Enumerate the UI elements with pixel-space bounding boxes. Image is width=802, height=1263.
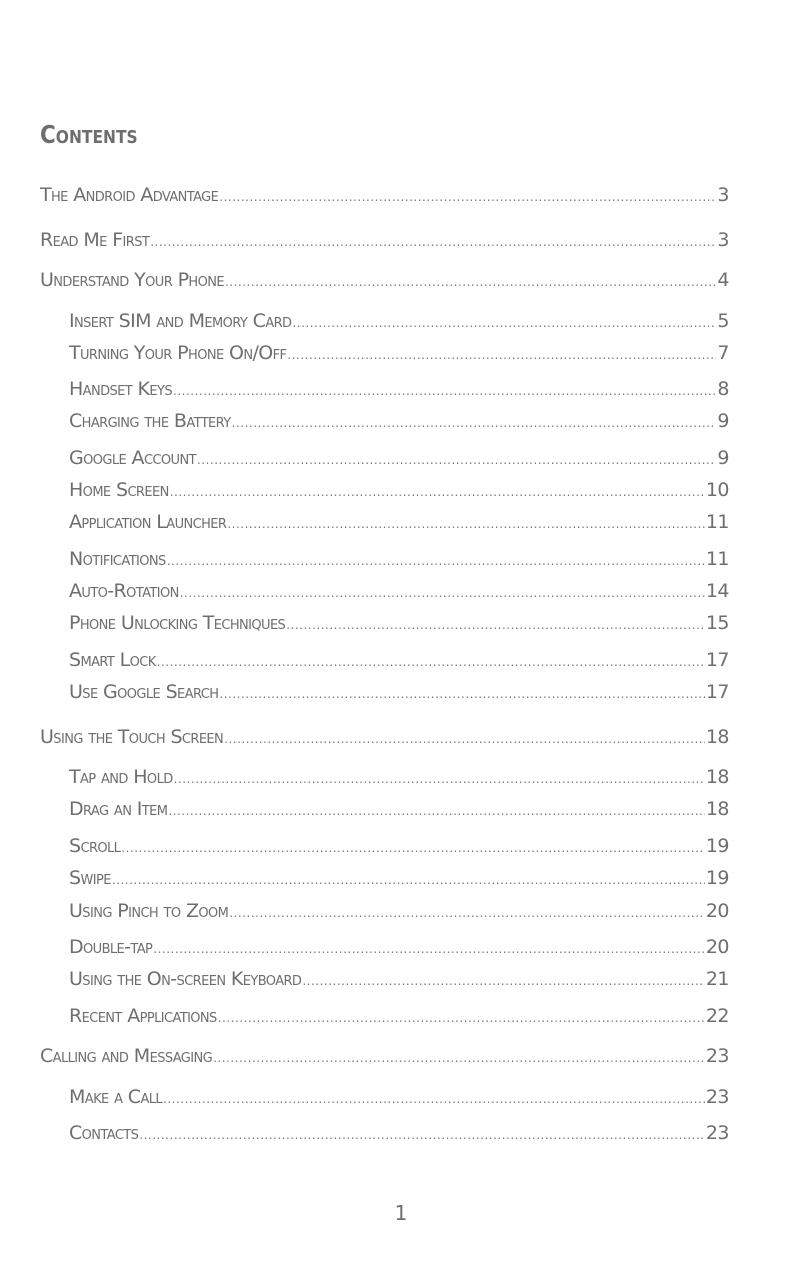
toc-entry-google-account[interactable] xyxy=(69,445,729,471)
toc-entry-label: Smart Lock xyxy=(69,649,156,671)
toc-entry-touch-screen[interactable] xyxy=(40,724,729,750)
toc-entry-page: 7 xyxy=(717,342,729,364)
toc-entry-recent-applications[interactable] xyxy=(69,1003,729,1029)
toc-entry-label: Notifications xyxy=(69,548,166,570)
toc-dot-leader xyxy=(197,447,716,473)
toc-entry-notifications[interactable] xyxy=(69,546,729,572)
page-number: 1 xyxy=(394,1201,408,1225)
toc-entry-label: Using the Touch Screen xyxy=(40,726,224,748)
toc-entry-android-advantage[interactable] xyxy=(40,182,729,208)
toc-entry-label: Contacts xyxy=(69,1122,139,1144)
toc-dot-leader xyxy=(121,835,705,861)
toc-entry-page: 20 xyxy=(705,900,729,922)
toc-entry-label: Scroll xyxy=(69,835,121,857)
toc-entry-tap-and-hold[interactable] xyxy=(69,764,729,790)
toc-entry-page: 20 xyxy=(705,936,729,958)
toc-dot-leader xyxy=(157,649,705,675)
toc-dot-leader xyxy=(225,269,716,295)
toc-entry-label: Insert SIM and Memory Card xyxy=(69,310,292,332)
toc-entry-understand-your-phone[interactable] xyxy=(40,267,729,293)
toc-entry-label: Recent Applications xyxy=(69,1005,217,1027)
toc-entry-label: Calling and Messaging xyxy=(40,1045,213,1067)
toc-entry-application-launcher[interactable] xyxy=(69,509,729,535)
toc-dot-leader xyxy=(213,1045,705,1071)
toc-entry-page: 21 xyxy=(705,968,729,990)
toc-entry-page: 3 xyxy=(717,184,729,206)
toc-dot-leader xyxy=(227,511,705,537)
toc-entry-turning-phone-on-off[interactable] xyxy=(69,340,729,366)
toc-entry-page: 10 xyxy=(705,479,729,501)
page-title: Contents xyxy=(40,120,138,149)
toc-entry-label: Using Pinch to Zoom xyxy=(69,900,229,922)
toc-dot-leader xyxy=(173,378,716,404)
toc-entry-onscreen-keyboard[interactable] xyxy=(69,966,729,992)
toc-entry-page: 5 xyxy=(717,310,729,332)
toc-entry-label: Read Me First xyxy=(40,229,150,251)
toc-entry-label: Charging the Battery xyxy=(69,410,231,432)
toc-entry-label: Application Launcher xyxy=(69,511,227,533)
toc-entry-page: 18 xyxy=(705,726,729,748)
toc-entry-insert-sim[interactable] xyxy=(69,308,729,334)
toc-dot-leader xyxy=(170,479,705,505)
toc-entry-page: 19 xyxy=(705,835,729,857)
toc-entry-page: 17 xyxy=(705,649,729,671)
toc-entry-page: 23 xyxy=(705,1122,729,1144)
toc-entry-home-screen[interactable] xyxy=(69,477,729,503)
toc-dot-leader xyxy=(302,968,704,994)
toc-dot-leader xyxy=(112,867,705,893)
toc-entry-smart-lock[interactable] xyxy=(69,647,729,673)
toc-entry-page: 9 xyxy=(717,447,729,469)
toc-entry-page: 18 xyxy=(705,766,729,788)
toc-dot-leader xyxy=(167,548,705,574)
toc-entry-page: 11 xyxy=(705,548,729,570)
toc-entry-pinch-to-zoom[interactable] xyxy=(69,898,729,924)
toc-entry-label: Auto-Rotation xyxy=(69,580,179,602)
toc-entry-label: Double-tap xyxy=(69,936,153,958)
toc-dot-leader xyxy=(139,1122,705,1148)
toc-entry-page: 11 xyxy=(705,511,729,533)
toc-dot-leader xyxy=(150,229,716,255)
toc-entry-label: The Android Advantage xyxy=(40,184,219,206)
toc-entry-label: Tap and Hold xyxy=(69,766,173,788)
toc-entry-drag-an-item[interactable] xyxy=(69,796,729,822)
toc-dot-leader xyxy=(163,1086,705,1112)
toc-entry-contacts[interactable] xyxy=(69,1120,729,1146)
toc-entry-page: 3 xyxy=(717,229,729,251)
toc-dot-leader xyxy=(218,1005,705,1031)
toc-entry-page: 9 xyxy=(717,410,729,432)
toc-entry-label: Drag an Item xyxy=(69,798,168,820)
toc-entry-page: 19 xyxy=(705,867,729,889)
toc-entry-page: 15 xyxy=(705,612,729,634)
toc-dot-leader xyxy=(153,936,705,962)
toc-dot-leader xyxy=(224,726,705,752)
toc-dot-leader xyxy=(168,798,704,824)
toc-dot-leader xyxy=(232,410,717,436)
toc-dot-leader xyxy=(219,184,716,210)
toc-entry-calling-messaging[interactable] xyxy=(40,1043,729,1069)
toc-dot-leader xyxy=(219,681,704,707)
toc-entry-page: 17 xyxy=(705,681,729,703)
toc-entry-label: Use Google Search xyxy=(69,681,219,703)
toc-entry-page: 4 xyxy=(717,269,729,291)
toc-entry-label: Using the On-screen Keyboard xyxy=(69,968,302,990)
toc-entry-label: Google Account xyxy=(69,447,196,469)
toc-entry-page: 23 xyxy=(705,1045,729,1067)
toc-entry-label: Swipe xyxy=(69,867,111,889)
toc-entry-label: Handset Keys xyxy=(69,378,173,400)
toc-entry-page: 18 xyxy=(705,798,729,820)
toc-entry-handset-keys[interactable] xyxy=(69,376,729,402)
toc-entry-google-search[interactable] xyxy=(69,679,729,705)
toc-entry-label: Turning Your Phone On/Off xyxy=(69,342,287,364)
toc-entry-page: 22 xyxy=(705,1005,729,1027)
toc-entry-read-me-first[interactable] xyxy=(40,227,729,253)
toc-entry-label: Phone Unlocking Techniques xyxy=(69,612,286,634)
toc-entry-make-a-call[interactable] xyxy=(69,1084,729,1110)
toc-entry-phone-unlocking[interactable] xyxy=(69,610,729,636)
toc-entry-double-tap[interactable] xyxy=(69,934,729,960)
toc-dot-leader xyxy=(286,612,705,638)
toc-entry-auto-rotation[interactable] xyxy=(69,578,729,604)
toc-entry-page: 14 xyxy=(705,580,729,602)
toc-entry-label: Home Screen xyxy=(69,479,169,501)
toc-entry-charging-battery[interactable] xyxy=(69,408,729,434)
toc-entry-page: 8 xyxy=(717,378,729,400)
toc-entry-page: 23 xyxy=(705,1086,729,1108)
toc-dot-leader xyxy=(174,766,705,792)
toc-dot-leader xyxy=(292,310,716,336)
toc-entry-swipe[interactable] xyxy=(69,865,729,891)
toc-dot-leader xyxy=(229,900,705,926)
toc-entry-label: Understand Your Phone xyxy=(40,269,224,291)
toc-entry-scroll[interactable] xyxy=(69,833,729,859)
toc-entry-label: Make a Call xyxy=(69,1086,163,1108)
toc-dot-leader xyxy=(287,342,716,368)
toc-dot-leader xyxy=(180,580,705,606)
